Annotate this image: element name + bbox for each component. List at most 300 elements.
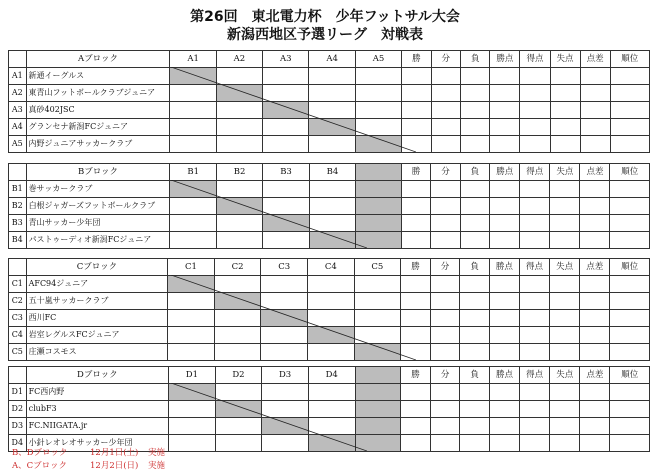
stat-cell: [519, 344, 549, 361]
result-cell: [168, 310, 215, 327]
team-name: 小針レオレオサッカー少年団: [26, 435, 168, 452]
team-name: FC.NIIGATA.jr: [26, 418, 168, 435]
result-cell: [168, 344, 215, 361]
result-cell: [170, 215, 216, 232]
team-code: B4: [9, 232, 27, 249]
stat-cell: [401, 344, 431, 361]
result-cell: [263, 85, 309, 102]
stat-header: 勝点: [489, 259, 519, 276]
stat-cell: [520, 435, 550, 452]
result-cell: [263, 198, 309, 215]
block-table: [8, 163, 650, 249]
block-name: Aブロック: [26, 51, 170, 68]
team-row: [9, 232, 650, 249]
result-cell: [216, 181, 262, 198]
stat-cell: [401, 401, 431, 418]
team-row: [9, 401, 650, 418]
result-cell: [169, 401, 216, 418]
stat-header: 勝: [401, 367, 431, 384]
team-row: [9, 344, 650, 361]
stat-cell: [460, 232, 489, 249]
stat-cell: [402, 119, 431, 136]
result-cell: [307, 276, 354, 293]
stat-cell: [401, 181, 430, 198]
result-cell: [355, 85, 401, 102]
stat-cell: [610, 327, 650, 344]
stat-cell: [550, 198, 580, 215]
result-cell: [309, 85, 355, 102]
stat-cell: [610, 215, 650, 232]
stat-cell: [580, 384, 610, 401]
stat-header: 分: [431, 164, 460, 181]
stat-cell: [610, 85, 649, 102]
stat-cell: [401, 384, 431, 401]
schedule-note-2: [12, 459, 165, 471]
result-cell: [216, 232, 262, 249]
stat-header: 順位: [610, 164, 650, 181]
stat-cell: [610, 181, 650, 198]
self-match-cell: [262, 418, 309, 435]
stat-cell: [550, 85, 580, 102]
result-cell: [215, 418, 262, 435]
result-cell: [263, 136, 309, 153]
stat-cell: [610, 276, 650, 293]
result-cell: [216, 215, 262, 232]
unused-cell: [355, 418, 401, 435]
stat-cell: [431, 85, 460, 102]
stat-cell: [460, 435, 490, 452]
stat-cell: [580, 119, 610, 136]
unused-cell: [356, 198, 402, 215]
result-cell: [355, 68, 401, 85]
unused-cell: [355, 384, 401, 401]
stat-cell: [550, 136, 580, 153]
stat-cell: [490, 198, 520, 215]
stat-cell: [520, 68, 550, 85]
stat-cell: [430, 293, 460, 310]
team-row: [9, 181, 650, 198]
table-header-row: [9, 259, 650, 276]
team-code: B2: [9, 198, 27, 215]
self-match-cell: [261, 310, 308, 327]
team-row: [9, 327, 650, 344]
stat-cell: [401, 310, 431, 327]
stat-cell: [610, 232, 650, 249]
self-match-cell: [215, 401, 262, 418]
stat-cell: [460, 293, 490, 310]
team-name: AFC94ジュニア: [26, 276, 168, 293]
stat-cell: [610, 68, 649, 85]
opponent-header: A1: [170, 51, 216, 68]
result-cell: [261, 327, 308, 344]
team-code: C4: [9, 327, 27, 344]
result-cell: [309, 102, 355, 119]
unused-cell: [356, 181, 402, 198]
result-cell: [263, 181, 309, 198]
opponent-header: D3: [262, 367, 309, 384]
team-code: A2: [9, 85, 27, 102]
stat-cell: [430, 327, 460, 344]
stat-cell: [460, 119, 489, 136]
stat-cell: [580, 215, 610, 232]
result-cell: [354, 276, 401, 293]
team-code: D4: [9, 435, 27, 452]
stat-cell: [430, 418, 460, 435]
stat-cell: [610, 418, 650, 435]
stat-header: 勝: [401, 164, 430, 181]
stat-cell: [610, 136, 649, 153]
result-cell: [214, 327, 261, 344]
stat-cell: [550, 384, 580, 401]
self-match-cell: [308, 435, 355, 452]
result-cell: [309, 181, 355, 198]
result-cell: [261, 276, 308, 293]
result-cell: [170, 119, 216, 136]
team-row: [9, 136, 650, 153]
stat-cell: [460, 384, 490, 401]
block-name: Dブロック: [26, 367, 168, 384]
stat-cell: [460, 418, 490, 435]
stat-cell: [489, 344, 519, 361]
block-table: [8, 50, 650, 153]
stat-cell: [550, 232, 580, 249]
stat-cell: [460, 327, 490, 344]
result-cell: [309, 215, 355, 232]
team-row: [9, 310, 650, 327]
unused-cell: [356, 232, 402, 249]
opponent-header: C3: [261, 259, 308, 276]
result-cell: [309, 68, 355, 85]
self-match-cell: [307, 327, 354, 344]
result-cell: [168, 327, 215, 344]
stat-cell: [460, 401, 490, 418]
stat-cell: [460, 181, 489, 198]
stat-cell: [430, 384, 460, 401]
stat-header: 勝点: [490, 164, 520, 181]
stat-cell: [520, 136, 550, 153]
stat-cell: [519, 310, 549, 327]
stat-header: 負: [460, 164, 489, 181]
stat-header: 点差: [580, 164, 610, 181]
stat-cell: [430, 401, 460, 418]
result-cell: [263, 119, 309, 136]
stat-cell: [550, 310, 580, 327]
team-name: 五十嵐サッカークラブ: [26, 293, 168, 310]
stat-cell: [401, 435, 431, 452]
stat-cell: [610, 344, 650, 361]
team-row: [9, 384, 650, 401]
stat-cell: [431, 68, 460, 85]
result-cell: [169, 435, 216, 452]
stat-cell: [490, 102, 520, 119]
result-cell: [263, 232, 309, 249]
result-cell: [216, 102, 262, 119]
stat-header: 点差: [580, 51, 610, 68]
team-code: A5: [9, 136, 27, 153]
unused-cell: [355, 401, 401, 418]
stat-cell: [489, 401, 519, 418]
result-cell: [216, 136, 262, 153]
stat-cell: [520, 384, 550, 401]
stat-cell: [402, 136, 431, 153]
stat-cell: [489, 276, 519, 293]
stat-cell: [401, 418, 431, 435]
result-cell: [214, 310, 261, 327]
result-cell: [261, 293, 308, 310]
opponent-header: B2: [216, 164, 262, 181]
unused-cell: [355, 435, 401, 452]
stat-cell: [520, 85, 550, 102]
stat-cell: [550, 102, 580, 119]
stat-header: 順位: [610, 51, 649, 68]
stat-header: 負: [460, 367, 490, 384]
stat-cell: [489, 435, 519, 452]
result-cell: [355, 119, 401, 136]
self-match-cell: [214, 293, 261, 310]
stat-cell: [431, 136, 460, 153]
block-name: Bブロック: [26, 164, 170, 181]
result-cell: [170, 136, 216, 153]
stat-header: 得点: [520, 51, 550, 68]
result-cell: [215, 384, 262, 401]
opponent-header: A2: [216, 51, 262, 68]
team-code: D1: [9, 384, 27, 401]
stat-cell: [401, 276, 431, 293]
team-row: [9, 276, 650, 293]
self-match-cell: [216, 85, 262, 102]
team-row: [9, 102, 650, 119]
stat-header: 負: [460, 259, 490, 276]
self-match-cell: [263, 102, 309, 119]
stat-cell: [402, 102, 431, 119]
stat-cell: [610, 310, 650, 327]
result-cell: [355, 102, 401, 119]
stat-cell: [431, 232, 460, 249]
stat-cell: [460, 136, 489, 153]
stat-cell: [430, 344, 460, 361]
stat-cell: [401, 293, 431, 310]
opponent-header: D4: [308, 367, 355, 384]
schedule-note-1: [12, 446, 165, 458]
stat-cell: [580, 435, 610, 452]
result-cell: [308, 384, 355, 401]
result-cell: [262, 401, 309, 418]
result-cell: [262, 435, 309, 452]
stat-cell: [519, 327, 549, 344]
schedule-blocks: B、Dブロック: [12, 448, 68, 458]
opponent-header: C1: [168, 259, 215, 276]
stat-cell: [550, 119, 580, 136]
schedule-date: 12月1日(土): [90, 448, 139, 458]
stat-cell: [460, 102, 489, 119]
stat-cell: [402, 68, 431, 85]
stat-cell: [401, 215, 430, 232]
result-cell: [216, 68, 262, 85]
stat-cell: [490, 68, 520, 85]
stat-cell: [610, 293, 650, 310]
stat-cell: [520, 198, 550, 215]
stat-cell: [550, 327, 580, 344]
result-cell: [354, 310, 401, 327]
opponent-header: D2: [215, 367, 262, 384]
result-cell: [309, 136, 355, 153]
team-code: A1: [9, 68, 27, 85]
team-row: [9, 68, 650, 85]
stat-cell: [520, 181, 550, 198]
stat-header: 勝: [401, 259, 431, 276]
team-code: C2: [9, 293, 27, 310]
stat-header: 失点: [550, 164, 580, 181]
stat-cell: [580, 136, 610, 153]
stat-cell: [580, 327, 610, 344]
stat-cell: [489, 293, 519, 310]
stat-cell: [490, 181, 520, 198]
stat-cell: [580, 401, 610, 418]
result-cell: [307, 293, 354, 310]
result-cell: [263, 68, 309, 85]
stat-cell: [550, 418, 580, 435]
stat-cell: [610, 119, 649, 136]
block-table: [8, 258, 650, 361]
stat-header: 得点: [520, 367, 550, 384]
table-header-row: [9, 51, 650, 68]
stat-cell: [519, 276, 549, 293]
stat-cell: [610, 401, 650, 418]
schedule-blocks: A、Cブロック: [12, 461, 67, 471]
stat-cell: [580, 102, 610, 119]
result-cell: [170, 102, 216, 119]
stat-cell: [520, 102, 550, 119]
stat-cell: [550, 293, 580, 310]
stat-cell: [550, 215, 580, 232]
stat-cell: [580, 276, 610, 293]
block-table: [8, 366, 650, 452]
stat-header: 失点: [550, 367, 580, 384]
opponent-header: C4: [307, 259, 354, 276]
stat-cell: [401, 198, 430, 215]
stat-cell: [460, 344, 490, 361]
opponent-header: A4: [309, 51, 355, 68]
stat-cell: [580, 232, 610, 249]
result-cell: [214, 344, 261, 361]
self-match-cell: [355, 136, 401, 153]
result-cell: [308, 401, 355, 418]
stat-header: 得点: [519, 259, 549, 276]
stat-cell: [460, 68, 489, 85]
stat-cell: [520, 401, 550, 418]
opponent-header: C2: [214, 259, 261, 276]
stat-cell: [550, 181, 580, 198]
stat-cell: [430, 435, 460, 452]
schedule-date: 12月2日(日): [90, 461, 139, 471]
stat-header: 得点: [520, 164, 550, 181]
stat-cell: [489, 384, 519, 401]
stat-cell: [550, 68, 580, 85]
opponent-header: A3: [263, 51, 309, 68]
stat-cell: [550, 401, 580, 418]
result-cell: [309, 198, 355, 215]
stat-cell: [401, 232, 430, 249]
stat-cell: [460, 276, 490, 293]
stat-cell: [520, 215, 550, 232]
header-blank: [9, 259, 27, 276]
stat-header: 勝: [402, 51, 431, 68]
table-header-row: [9, 367, 650, 384]
stat-cell: [430, 310, 460, 327]
team-name: 東青山フットボールクラブジュニア: [26, 85, 170, 102]
opponent-header: C5: [354, 259, 401, 276]
team-name: 青山サッカー少年団: [26, 215, 170, 232]
stat-header: 点差: [580, 367, 610, 384]
stat-cell: [580, 344, 610, 361]
team-row: [9, 418, 650, 435]
team-code: C3: [9, 310, 27, 327]
opponent-header: B1: [170, 164, 216, 181]
stat-cell: [580, 68, 610, 85]
team-name: 内野ジュニアサッカークラブ: [26, 136, 170, 153]
result-cell: [170, 198, 216, 215]
result-cell: [216, 119, 262, 136]
stat-cell: [431, 198, 460, 215]
self-match-cell: [168, 276, 215, 293]
stat-cell: [520, 232, 550, 249]
stat-cell: [431, 119, 460, 136]
result-cell: [214, 276, 261, 293]
team-name: 白根ジャガーズフットボールクラブ: [26, 198, 170, 215]
self-match-cell: [169, 384, 216, 401]
stat-cell: [610, 102, 649, 119]
stat-cell: [550, 435, 580, 452]
stat-cell: [490, 119, 520, 136]
stat-cell: [490, 232, 520, 249]
result-cell: [354, 293, 401, 310]
opponent-header: [356, 164, 402, 181]
stat-header: 点差: [580, 259, 610, 276]
stat-cell: [489, 418, 519, 435]
schedule-status: 実施: [148, 461, 166, 471]
stat-cell: [489, 310, 519, 327]
result-cell: [262, 384, 309, 401]
stat-header: 負: [460, 51, 489, 68]
stat-cell: [460, 198, 489, 215]
stat-cell: [520, 119, 550, 136]
opponent-header: B3: [263, 164, 309, 181]
team-name: 巻サッカークラブ: [26, 181, 170, 198]
result-cell: [170, 85, 216, 102]
team-code: B1: [9, 181, 27, 198]
table-header-row: [9, 164, 650, 181]
result-cell: [307, 310, 354, 327]
team-name: 新通イーグルス: [26, 68, 170, 85]
page-title: 第26回 東北電力杯 少年フットサル大会: [190, 9, 460, 25]
team-row: [9, 119, 650, 136]
team-code: A4: [9, 119, 27, 136]
self-match-cell: [354, 344, 401, 361]
result-cell: [307, 344, 354, 361]
stat-cell: [460, 310, 490, 327]
schedule-status: 実施: [148, 448, 166, 458]
self-match-cell: [216, 198, 262, 215]
header-blank: [9, 367, 27, 384]
team-name: 西川FC: [26, 310, 168, 327]
stat-header: 勝点: [489, 367, 519, 384]
stat-header: 失点: [550, 51, 580, 68]
opponent-header: [355, 367, 401, 384]
stat-cell: [580, 418, 610, 435]
team-name: パストゥーディオ新潟FCジュニア: [26, 232, 170, 249]
team-name: グランセナ新潟FCジュニア: [26, 119, 170, 136]
team-name: 岩室レグルスFCジュニア: [26, 327, 168, 344]
